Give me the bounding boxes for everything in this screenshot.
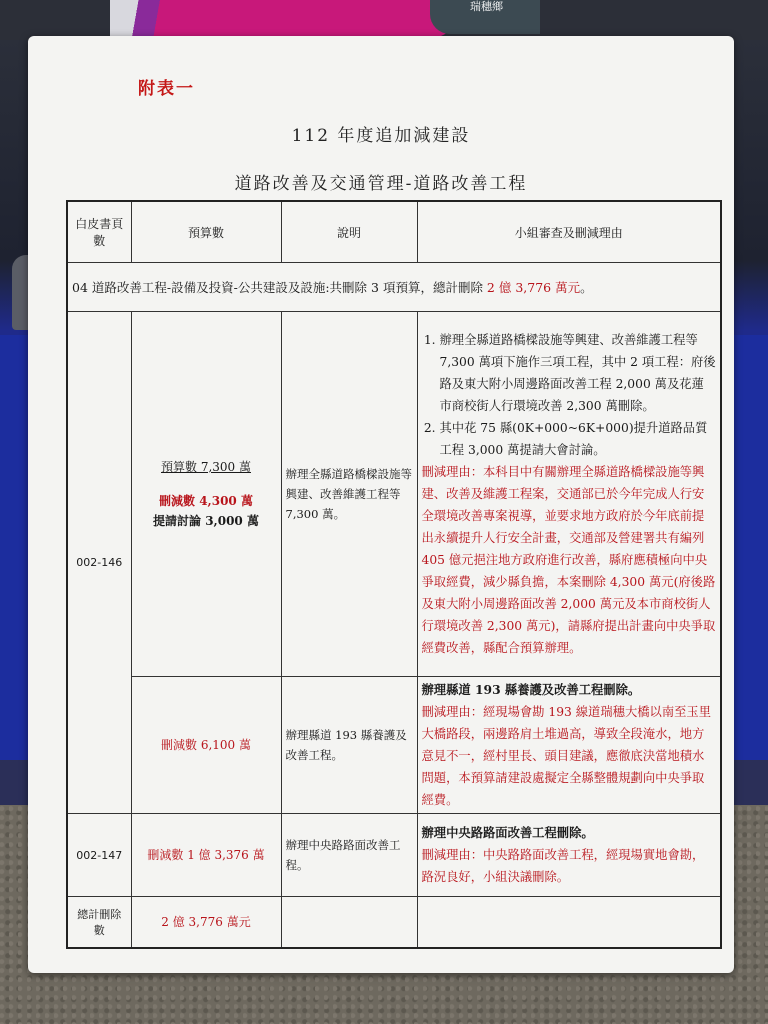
cut-reason-text: 刪減理由：本科目中有關辦理全縣道路橋樑設施等興建、改善及維護工程案，交通部已於今年完成人行安全環境改善專案視導，並要求地方政府於今年底前提出永續提升人行安全計畫，交通部及營建署共有編列 405 億元挹注地方政府進行改善，縣府應積極向中央爭取經費，減少縣負擔，本案刪除 4,300 萬元(府後路及東大附小周邊路面改善 2,000 萬元及本市商校街人行環境改善 2,300 萬元)，請縣府提出計畫向中央爭取經費改善，縣配合預算辦理。: [421, 465, 716, 655]
budget-cell: [131, 312, 281, 677]
empty-cell: [281, 897, 417, 949]
description-cell: 辦理全縣道路橋樑設施等興建、改善維護工程等 7,300 萬。: [281, 312, 417, 677]
cut-reason-text: 刪減理由：經現場會勘 193 線道瑞穗大橋以南至玉里大橋路段，兩邊路肩土堆過高，導致全段淹水，地方意見不一，經村里長、頭目建議，應徹底決當地積水問題，本預算請建設處擬定全縣整體規劃向中央爭取經費。: [421, 705, 712, 807]
board-title: 112 年度追加減建設: [291, 126, 471, 146]
appendix-label: 附表一: [138, 79, 195, 99]
background-map-label: 瑞穗鄉: [470, 0, 503, 13]
page-number-cell: 002-146: [67, 312, 131, 814]
table-row: [67, 677, 721, 814]
reason-cell: [417, 312, 721, 677]
cut-amount: 刪減數 4,300 萬: [159, 494, 253, 508]
summary-amount: 2 億 3,776 萬元: [486, 280, 581, 295]
summary-suffix: 。: [580, 280, 593, 295]
cut-amount: 刪減數 1 億 3,376 萬: [131, 814, 281, 897]
cut-reason-text: 刪減理由：中央路路面改善工程，經現場實地會勘，路況良好，小組決議刪除。: [421, 848, 705, 884]
summary-cell: [67, 263, 721, 312]
reason-heading: 辦理中央路路面改善工程刪除。: [421, 825, 594, 840]
table-header-row: [67, 201, 721, 263]
background-banner: [110, 0, 460, 38]
reason-item-2: 2. 其中花 75 縣(0K+000~6K+000)提升道路品質工程 3,000 萬提請大會討論。: [440, 417, 717, 461]
display-board: [28, 36, 734, 973]
reason-cell: [417, 677, 721, 814]
description-cell: 辦理中央路路面改善工程。: [281, 814, 417, 897]
total-label: 總計刪除數: [67, 897, 131, 949]
header-budget: 預算數: [131, 201, 281, 263]
reason-item-1: 1. 辦理全縣道路橋樑設施等興建、改善維護工程等 7,300 萬項下施作三項工程，其中 2 項工程：府後路及東大附小周邊路面改善工程 2,000 萬及花蓮市商校街人行環境改善 2,300 萬刪除。: [440, 329, 717, 417]
budget-table: [66, 200, 722, 949]
table-row: [67, 897, 721, 949]
discuss-amount: 提請討論 3,000 萬: [153, 514, 259, 528]
total-amount: 2 億 3,776 萬元: [131, 897, 281, 949]
empty-cell: [417, 897, 721, 949]
header-page: 白皮書頁數: [67, 201, 131, 263]
summary-text: 04 道路改善工程-設備及投資-公共建設及設施:共刪除 3 項預算，總計刪除: [72, 280, 487, 295]
table-row: [67, 814, 721, 897]
table-row: [67, 312, 721, 677]
summary-row: [67, 263, 721, 312]
cut-amount: 刪減數 6,100 萬: [131, 677, 281, 814]
reason-heading: 辦理縣道 193 縣養護及改善工程刪除。: [421, 682, 641, 697]
header-description: 說明: [281, 201, 417, 263]
board-subtitle: 道路改善及交通管理-道路改善工程: [234, 174, 528, 194]
description-cell: 辦理縣道 193 縣養護及改善工程。: [281, 677, 417, 814]
page-number-cell: 002-147: [67, 814, 131, 897]
reason-cell: [417, 814, 721, 897]
budget-amount: 預算數 7,300 萬: [161, 460, 251, 474]
header-review-reason: 小組審查及刪減理由: [417, 201, 721, 263]
